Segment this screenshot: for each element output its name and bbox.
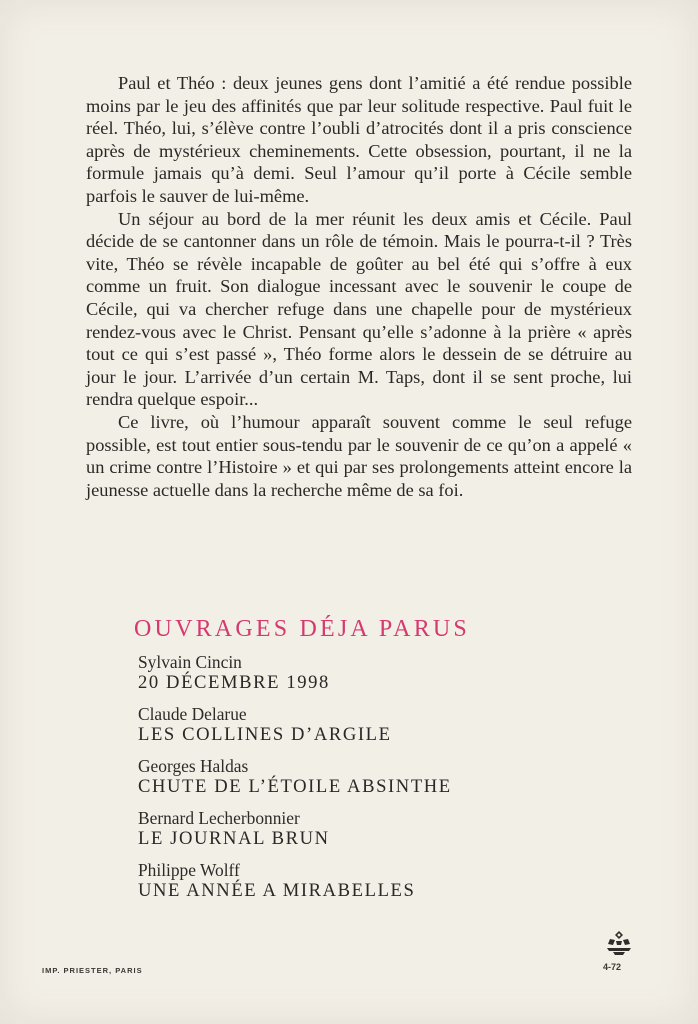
- publisher-emblem-icon: [604, 930, 634, 956]
- work-title: 20 DÉCEMBRE 1998: [138, 672, 330, 693]
- work-title: CHUTE DE L’ÉTOILE ABSINTHE: [138, 776, 452, 797]
- list-item: [138, 652, 638, 694]
- work-title: UNE ANNÉE A MIRABELLES: [138, 880, 416, 901]
- blurb-paragraph: Paul et Théo : deux jeunes gens dont l’amitié a été rendue possible moins par le jeu des affinités que par leur solitude respective. Paul fuit le réel. Théo, lui, s’élève contre l’oubli d’atrocités dont il a pris conscience après de mystérieux cheminements. Cette obsession, pourtant, il ne la formule jamais qu’à demi. Seul l’amour qu’il porte à Cécile semble parfois le sauver de lui-même.: [86, 73, 632, 206]
- printer-credit: IMP. PRIESTER, PARIS: [42, 966, 143, 975]
- work-author: Sylvain Cincin: [138, 652, 242, 672]
- list-item: [138, 756, 638, 798]
- catalog-code: 4-72: [603, 962, 622, 972]
- works-heading: OUVRAGES DÉJA PARUS: [134, 616, 470, 642]
- back-cover-blurb: [86, 72, 632, 501]
- work-author: Claude Delarue: [138, 704, 247, 724]
- works-list: [138, 652, 638, 912]
- list-item: [138, 704, 638, 746]
- work-title: LES COLLINES D’ARGILE: [138, 724, 392, 745]
- work-author: Bernard Lecherbonnier: [138, 808, 300, 828]
- blurb-paragraph: Un séjour au bord de la mer réunit les deux amis et Cécile. Paul décide de se cantonner dans un rôle de témoin. Mais le pourra-t-il ? Très vite, Théo se révèle incapable de goûter au bel été qui s’offre à eux comme un fruit. Son dialogue incessant avec le souvenir le coupe de Cécile, qui va chercher refuge dans une chapelle pour de mystérieux rendez-vous avec le Christ. Pensant qu’elle s’adonne à la prière « après tout ce qui s’est passé », Théo forme alors le dessein de se détruire au jour le jour. L’arrivée d’un certain M. Taps, dont il se sent proche, lui rendra quelque espoir...: [86, 208, 632, 410]
- list-item: [138, 860, 638, 902]
- work-author: Georges Haldas: [138, 756, 249, 776]
- blurb-paragraph: Ce livre, où l’humour apparaît souvent comme le seul refuge possible, est tout entier sous-tendu par le souvenir de ce qu’on a appelé « un crime contre l’Histoire » et qui par ses prolongements atteint encore la jeunesse actuelle dans la recherche même de sa foi.: [86, 411, 632, 500]
- work-title: LE JOURNAL BRUN: [138, 828, 330, 849]
- work-author: Philippe Wolff: [138, 860, 240, 880]
- list-item: [138, 808, 638, 850]
